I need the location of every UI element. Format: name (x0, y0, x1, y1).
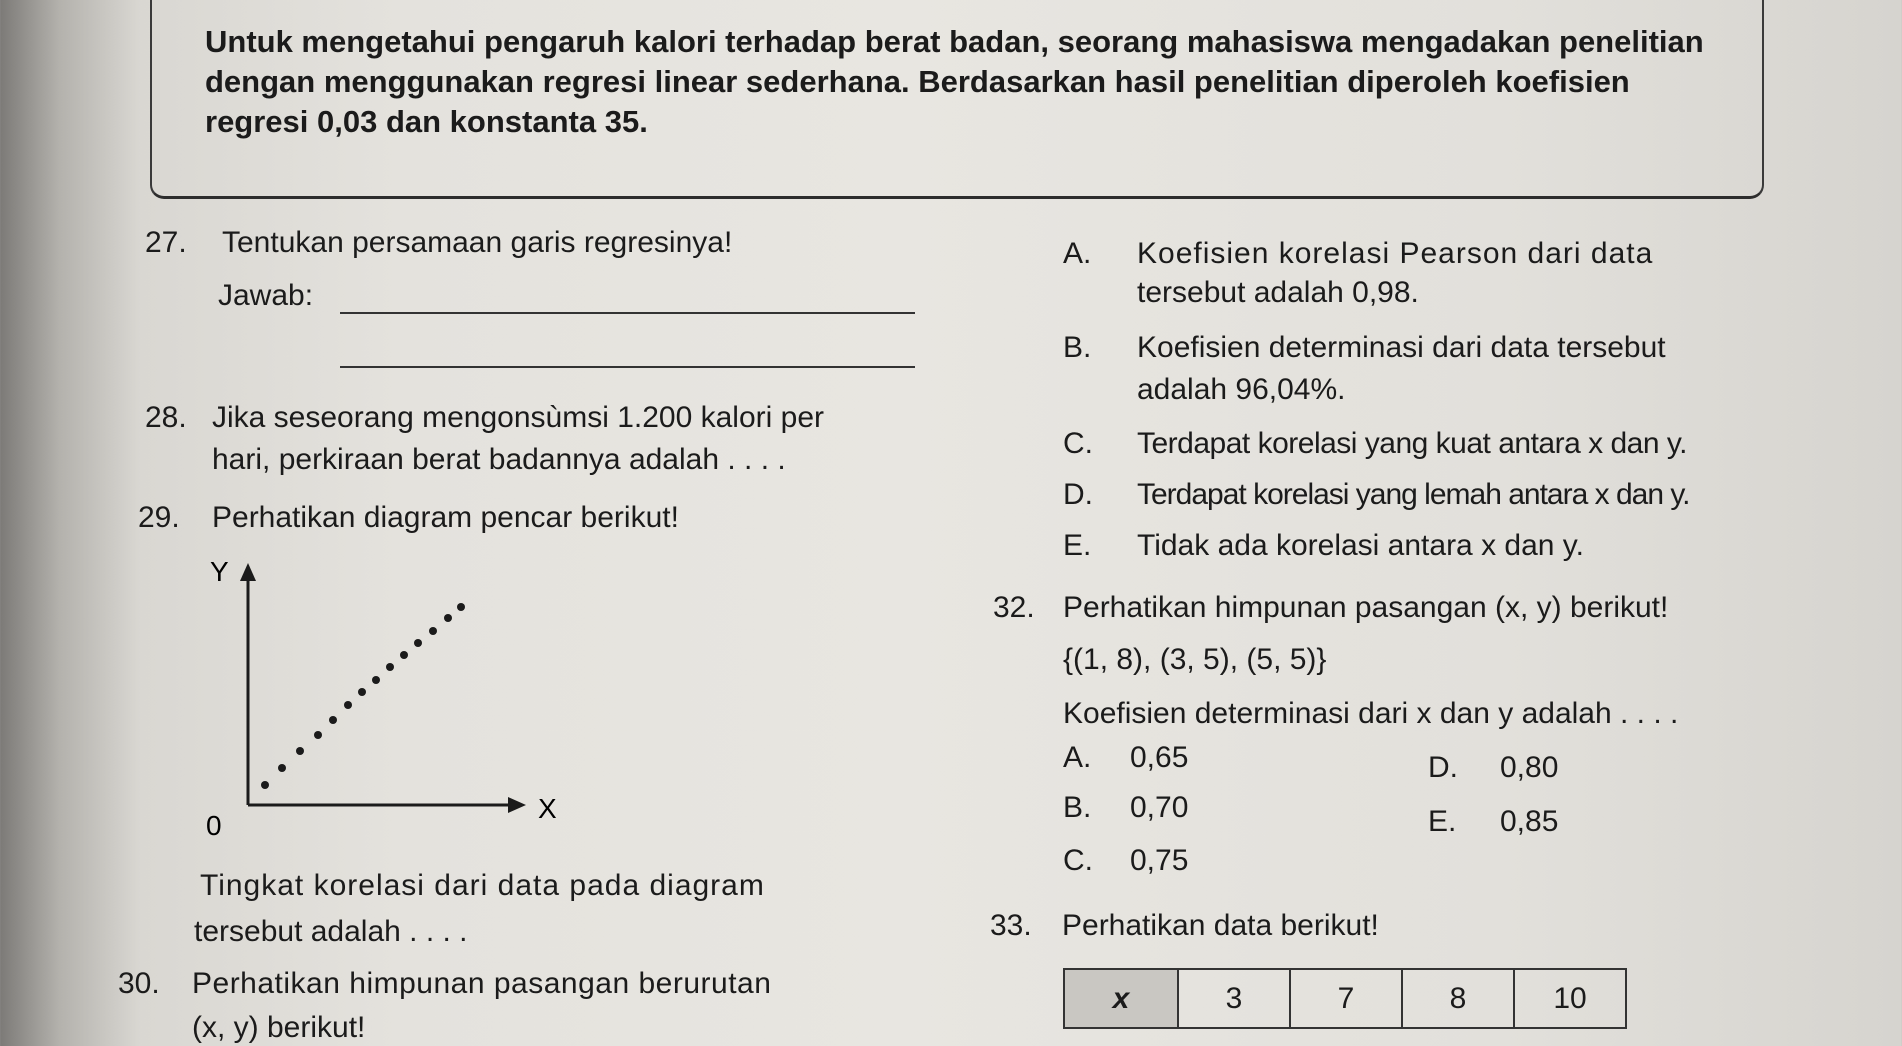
q29-text: Perhatikan diagram pencar berikut! (212, 501, 679, 534)
q32-option-e-value: 0,85 (1500, 805, 1559, 838)
scatter-point (372, 676, 380, 684)
q29-question-line-1: Tingkat korelasi dari data pada diagram (200, 869, 765, 902)
q32-question: Koefisien determinasi dari x dan y adalah . . . . (1063, 697, 1679, 730)
scatter-point (386, 663, 394, 671)
q32-option-d-value: 0,80 (1500, 751, 1559, 784)
x-axis-label: X (538, 793, 557, 824)
q27-answer-label: Jawab: (218, 279, 314, 312)
scatter-point (329, 716, 337, 724)
q32-option-c-letter: C. (1063, 844, 1093, 877)
table-row (1064, 969, 1626, 1028)
scatter-point (444, 614, 452, 622)
scatter-point (400, 651, 408, 659)
scatter-diagram (190, 555, 557, 841)
q32-option-b-value: 0,70 (1130, 791, 1189, 824)
q30-line-2: (x, y) berikut! (192, 1011, 366, 1044)
scatter-point (414, 639, 422, 647)
q29-number: 29. (138, 501, 180, 534)
q32-number: 32. (993, 591, 1035, 624)
q29-question-line-2: tersebut adalah . . . . (194, 915, 468, 948)
q31-option-c-line-1: Terdapat korelasi yang kuat antara x dan y. (1137, 427, 1687, 460)
q32-option-d-letter: D. (1428, 751, 1458, 784)
q30-line-1: Perhatikan himpunan pasangan berurutan (192, 967, 772, 1000)
q33-text: Perhatikan data berikut! (1062, 909, 1379, 942)
table-cell: 8 (1402, 969, 1514, 1028)
q33-data-table (1063, 968, 1627, 1029)
q31-option-a-letter: A. (1063, 237, 1092, 270)
x-axis-arrow (508, 797, 526, 813)
y-axis-label: Y (210, 556, 229, 587)
scatter-point (429, 627, 437, 635)
table-cell: 10 (1514, 969, 1626, 1028)
q31-option-c-letter: C. (1063, 427, 1093, 460)
q28-number: 28. (145, 401, 187, 434)
q31-option-b-line-1: Koefisien determinasi dari data tersebut (1137, 331, 1666, 364)
q31-option-e-letter: E. (1063, 529, 1092, 562)
q31-option-b-line-2: adalah 96,04%. (1137, 373, 1346, 406)
scatter-point (278, 764, 286, 772)
q31-option-a-line-2: tersebut adalah 0,98. (1137, 276, 1419, 309)
q31-option-d-line-1: Terdapat korelasi yang lemah antara x dan y. (1137, 478, 1690, 511)
q32-option-e-letter: E. (1428, 805, 1457, 838)
q28-line-1: Jika seseorang mengonsùmsi 1.200 kalori per (212, 401, 824, 434)
scatter-point (358, 688, 366, 696)
origin-label: 0 (206, 810, 222, 841)
q32-text: Perhatikan himpunan pasangan (x, y) berikut! (1063, 591, 1669, 624)
q28-line-2: hari, perkiraan berat badannya adalah . . . . (212, 443, 786, 476)
scatter-point (314, 731, 322, 739)
q31-option-d-letter: D. (1063, 478, 1093, 511)
q31-option-b-letter: B. (1063, 331, 1092, 364)
scatter-points (261, 603, 465, 789)
scatter-point (344, 701, 352, 709)
q32-option-b-letter: B. (1063, 791, 1092, 824)
q32-option-c-value: 0,75 (1130, 844, 1189, 877)
scatter-point (296, 747, 304, 755)
scatter-point (261, 781, 269, 789)
intro-line-2: dengan menggunakan regresi linear sederhana. Berdasarkan hasil penelitian diperoleh koefisien (205, 64, 1630, 99)
q32-option-a-value: 0,65 (1130, 741, 1189, 774)
q33-number: 33. (990, 909, 1032, 942)
q27-text: Tentukan persamaan garis regresinya! (222, 226, 733, 259)
answer-line-2 (340, 366, 915, 368)
table-cell: 7 (1290, 969, 1402, 1028)
q31-option-e-line-1: Tidak ada korelasi antara x dan y. (1137, 529, 1584, 562)
table-header-x: x (1064, 969, 1178, 1028)
answer-line-1 (340, 312, 915, 314)
scatter-point (457, 603, 465, 611)
q27-number: 27. (145, 226, 187, 259)
q30-number: 30. (118, 967, 160, 1000)
table-cell: 3 (1178, 969, 1290, 1028)
q32-set: {(1, 8), (3, 5), (5, 5)} (1063, 643, 1327, 676)
q31-option-a-line-1: Koefisien korelasi Pearson dari data (1137, 237, 1654, 270)
q32-option-a-letter: A. (1063, 741, 1092, 774)
y-axis-arrow (240, 563, 256, 581)
intro-line-1: Untuk mengetahui pengaruh kalori terhadap berat badan, seorang mahasiswa mengadakan penelitian (205, 24, 1704, 59)
intro-line-3: regresi 0,03 dan konstanta 35. (205, 104, 648, 139)
